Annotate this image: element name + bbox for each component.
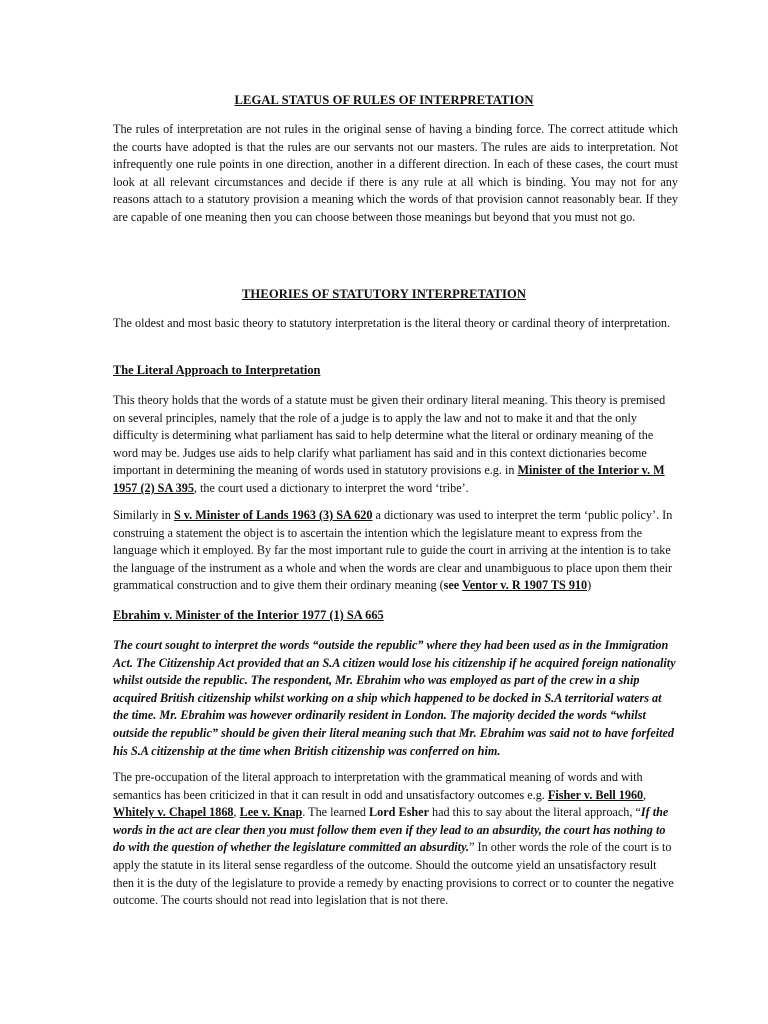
heading-theories: THEORIES OF STATUTORY INTERPRETATION <box>241 287 527 301</box>
criticism-text-3: had this to say about the literal approach, “ <box>428 805 641 820</box>
paragraph-similarly <box>113 507 678 595</box>
literal-text: This theory holds that the words of a statute must be given their ordinary literal meaning. This theory is premised on several principles, namely that the role of a judge is to apply the law and not to make it and that the only difficulty is determining what parliament has said to help determine what the literal or ordinary meaning of the word may be. Judges use aids to help clarify what parliament has said and in this context dictionaries become important in determining the meaning of words used in statutory provisions e.g. in <box>113 393 666 478</box>
criticism-text-4: ” In other words the role of the court is to apply the statute in its literal sense regardless of the outcome. Should the outcome yield an unsatisfactory result then it is the duty of the legislature to provide a remedy by enacting provisions to correct or to counter the negative outcome. The courts should not read into legislation that is not there. <box>113 840 674 908</box>
paragraph-ebrahim-quote: The court sought to interpret the words “outside the republic” where they had been used as in the Immigration Act. The Citizenship Act provided that an S.A citizen would lose his citizenship if he acquired foreign nationality whilst outside the republic. The respondent, Mr. Ebrahim who was employed as part of the crew in a ship acquired British citizenship whilst working on a ship which happened to be docked in S.A territorial waters at the time. Mr. Ebrahim was however ordinarily resident in London. The majority decided the words “whilst outside the republic” should be given their literal meaning such that Mr. Ebrahim was said not to have forfeited his S.A citizenship at the time when British citizenship was conferred on him. <box>113 638 676 758</box>
literal-text-tail: , the court used a dictionary to interpret the word ‘tribe’. <box>193 480 469 495</box>
paragraph-theories-intro: The oldest and most basic theory to statutory interpretation is the literal theory or cardinal theory of interpretation. <box>113 316 671 330</box>
similarly-text: a dictionary was used to interpret the term ‘public policy’. In construing a statement the object is to ascertain the intention which the legislature meant to express from the language which it employed. By far the most important rule to guide the court in arriving at the intention is to take the language of the instrument as a whole and when the words are clear and unambiguous to place upon them their grammatical construction and to give them their ordinary meaning ( <box>113 508 673 593</box>
case-citation-whitely-chapel: Whitely v. Chapel 1868 <box>113 805 234 820</box>
heading-legal-status: LEGAL STATUS OF RULES OF INTERPRETATION <box>234 93 534 107</box>
case-citation-fisher-bell: Fisher v. Bell 1960 <box>547 787 644 802</box>
case-citation-minister-interior-m: Minister of the Interior v. M 1957 (2) SA 395 <box>113 463 665 495</box>
lord-esher-quote: If the words in the act are clear then you must follow them even if they lead to an absurdity, the court has nothing to do with the question of whether the legislature committed an absurdity. <box>113 805 669 855</box>
subheading-literal-approach: The Literal Approach to Interpretation <box>113 363 321 377</box>
similarly-close: ) <box>587 578 592 593</box>
criticism-text-1: The pre-occupation of the literal approach to interpretation with the grammatical meaning of words and with semantics has been criticized in that it can result in odd and unsatisfactory outcomes e.g. <box>113 770 643 802</box>
paragraph-criticism <box>113 769 678 910</box>
judge-name: Lord Esher <box>369 805 429 820</box>
criticism-text-2: . The learned <box>302 805 370 820</box>
case-citation-lee-knap: Lee v. Knap <box>239 805 303 820</box>
criticism-sep-2: , <box>233 805 240 820</box>
subheading-ebrahim: Ebrahim v. Minister of the Interior 1977 (1) SA 665 <box>113 608 384 622</box>
similarly-lead: Similarly in <box>113 508 174 522</box>
see-word: see <box>443 578 463 593</box>
paragraph-legal-status: The rules of interpretation are not rules in the original sense of having a binding force. The correct attitude which the courts have adopted is that the rules are our servants not our masters. The rules are aids to interpretation. Not infrequently one rule points in one direction, another in a different direction. In each of these cases, the court must look at all relevant circumstances and decide if there is any rule at all which is binding. You may not for any reasons attach to a statutory provision a meaning which the words of that provision cannot reasonably bear. If they are capable of one meaning then you can choose between those meanings but beyond that you must not go. <box>113 122 678 224</box>
paragraph-literal-theory <box>113 392 678 498</box>
case-citation-minister-lands: S v. Minister of Lands 1963 (3) SA 620 <box>173 508 373 522</box>
criticism-sep-1: , <box>643 787 647 802</box>
case-citation-ventor: Ventor v. R 1907 TS 910 <box>462 578 588 593</box>
